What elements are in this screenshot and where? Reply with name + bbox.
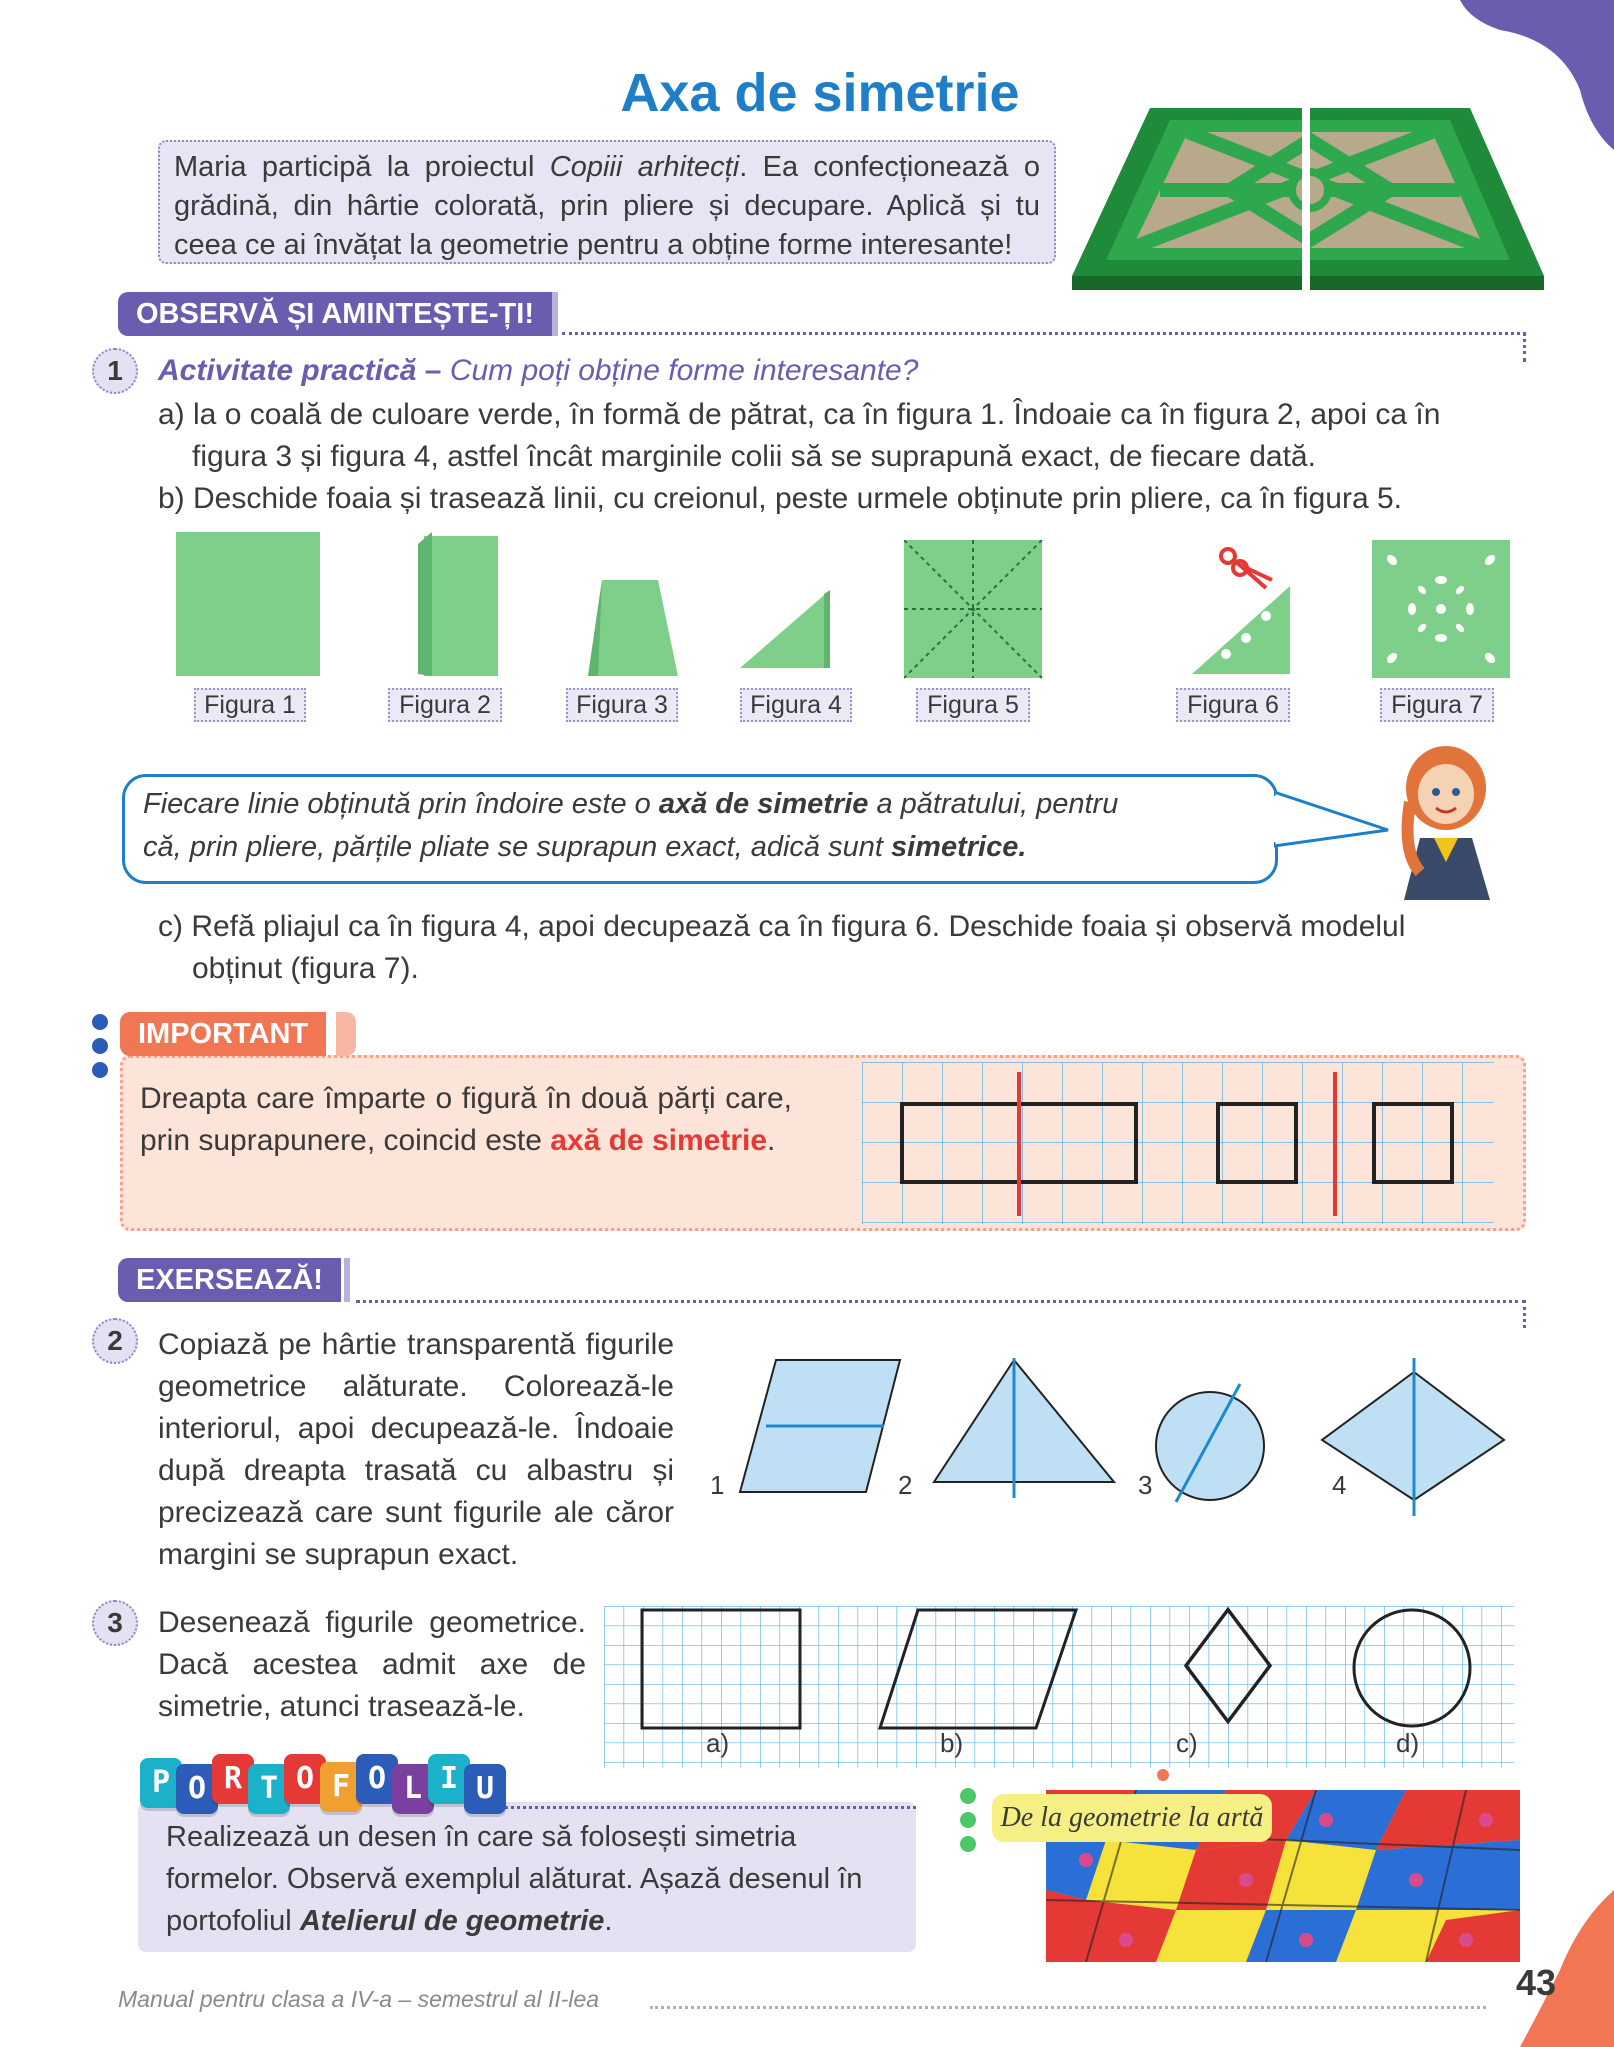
figure-label-6: Figura 6 (1176, 688, 1290, 722)
speech-line-1 (143, 783, 1257, 826)
activity-title: Activitate practică – (158, 354, 442, 387)
grid-label-c: c) (1176, 1728, 1198, 1758)
portfolio-title (140, 1752, 510, 1816)
figure-4-triangle (740, 590, 832, 670)
tag-stripe (552, 292, 558, 336)
figure-label-2: Figura 2 (388, 688, 502, 722)
exercise-1a-line2: figura 3 și figura 4, astfel încât marginile colii să se suprapună exact, de fiecare dată. (192, 440, 1316, 473)
speech-line-2 (143, 826, 1257, 869)
speech-bold-symmetric: simetrice. (890, 831, 1027, 863)
figure-6-cutting (1186, 546, 1292, 676)
portfolio-text: Realizează un desen în care să folosești simetria formelor. Observă exemplul alăturat. Așază desenul în portofoliul (166, 1821, 863, 1937)
section-divider (356, 1300, 1526, 1303)
figure-7-pattern (1372, 540, 1512, 680)
figure-3-folded (588, 580, 680, 678)
section-divider (562, 332, 1526, 335)
exercise-1b: b) Deschide foaia și trasează linii, cu creionul, peste urmele obținute prin pliere, ca în figura 5. (158, 482, 1402, 515)
portfolio-letter: O (176, 1764, 218, 1814)
speech-bubble-tail (1274, 790, 1392, 850)
figure-label-4: Figura 4 (740, 688, 852, 722)
exercise-3-text: Desenează figurile geometrice. Dacă acestea admit axe de simetrie, atunci trasează-le. (158, 1606, 586, 1723)
intro-project: Copiii arhitecți (549, 151, 740, 183)
important-text (140, 1078, 792, 1162)
section-observe-tag: OBSERVĂ ȘI AMINTEȘTE-ȚI! (118, 292, 552, 336)
speech-bubble (122, 774, 1278, 884)
exercise-2-shapes (700, 1358, 1520, 1518)
important-highlight: axă de simetrie (550, 1124, 768, 1157)
marker-dot (1156, 1768, 1170, 1782)
portfolio-letter: O (284, 1754, 326, 1804)
important-grid-example (862, 1062, 1494, 1224)
section-divider-end (1523, 1300, 1526, 1328)
garden-illustration (1070, 100, 1546, 296)
exercise-1a-line1: a) la o coală de culoare verde, în formă de pătrat, ca în figura 1. Îndoaie ca în figura 2, apoi ca în (158, 398, 1441, 431)
section-divider-end (1523, 332, 1526, 362)
exercise-number-3: 3 (92, 1600, 138, 1646)
portfolio-letter: I (428, 1754, 470, 1804)
exercise-2-text: Copiază pe hârtie transparentă figurile geometrice alăturate. Colorează-le interiorul, apoi decupează-le. Îndoaie după dreapta trasată cu albastru și precizează care sunt figurile ale căror margini se suprapun exact. (158, 1328, 674, 1571)
section-important-tag: IMPORTANT (120, 1012, 326, 1056)
intro-text-2: . Ea confecționează o grădină, din hârtie colorată, prin pliere și decupare. Aplică și tu ceea ce ai învățat la geometrie pentru a obține forme interesante! (174, 151, 1040, 261)
portfolio-bold: Atelierul de geometrie (299, 1905, 605, 1937)
portfolio-letter: R (212, 1754, 254, 1804)
exercise-3-grid (604, 1606, 1514, 1768)
exercise-number-2: 2 (92, 1318, 138, 1364)
figure-label-7: Figura 7 (1380, 688, 1494, 722)
figure-label-5: Figura 5 (916, 688, 1030, 722)
important-end: . (767, 1124, 776, 1157)
shape-label-3: 3 (1138, 1470, 1153, 1500)
tag-stripe (344, 1258, 350, 1302)
exercise-1-heading (158, 350, 918, 392)
portfolio-letter: T (248, 1764, 290, 1814)
speech-text: a pătratului, pentru (868, 788, 1119, 820)
figure-1-square (176, 532, 322, 678)
portfolio-end: . (604, 1905, 613, 1937)
portfolio-letter: U (464, 1764, 506, 1814)
exercise-number-1: 1 (92, 348, 138, 394)
intro-box (158, 140, 1056, 264)
tag-stripe (336, 1012, 356, 1056)
art-caption-tag: De la geometrie la artă (992, 1794, 1272, 1842)
exercise-1c-line1: c) Refă pliajul ca în figura 4, apoi decupează ca în figura 6. Deschide foaia și observă modelul (158, 910, 1406, 943)
portfolio-letter: O (356, 1754, 398, 1804)
portfolio-letter: L (392, 1764, 434, 1814)
shape-label-1: 1 (710, 1470, 725, 1500)
footer-text: Manual pentru clasa a IV-a – semestrul al II-lea (118, 1986, 600, 2012)
page-title: Axa de simetrie (620, 63, 1020, 123)
grid-label-a: a) (706, 1728, 730, 1758)
portfolio-divider (500, 1806, 916, 1809)
shape-label-4: 4 (1332, 1470, 1347, 1500)
footer-divider (650, 2006, 1486, 2009)
figure-5-creased (904, 540, 1044, 680)
shape-label-2: 2 (898, 1470, 913, 1500)
activity-subtitle: Cum poți obține forme interesante? (449, 354, 919, 387)
portfolio-box (138, 1802, 916, 1952)
figure-label-3: Figura 3 (566, 688, 678, 722)
art-dots (958, 1786, 980, 1856)
figure-label-1: Figura 1 (194, 688, 306, 722)
portfolio-letter: F (320, 1762, 362, 1812)
page-number: 43 (1516, 1962, 1557, 2003)
figure-2-folded (418, 532, 500, 678)
girl-character (1390, 742, 1500, 902)
exercise-1c-line2: obținut (figura 7). (192, 952, 419, 985)
important-dots (90, 1012, 112, 1082)
grid-label-d: d) (1396, 1728, 1420, 1758)
speech-bold-axis: axă de simetrie (658, 788, 869, 820)
section-exercise-tag: EXERSEAZĂ! (118, 1258, 341, 1302)
grid-label-b: b) (940, 1728, 964, 1758)
portfolio-letter: P (140, 1758, 182, 1808)
intro-text-1: Maria participă la proiectul (174, 151, 550, 183)
important-definition: Dreapta care împarte o figură în două părți care, prin suprapunere, coincid este (140, 1082, 792, 1157)
speech-text: că, prin pliere, părțile pliate se suprapun exact, adică sunt (143, 831, 891, 863)
speech-text: Fiecare linie obținută prin îndoire este o (143, 788, 659, 820)
